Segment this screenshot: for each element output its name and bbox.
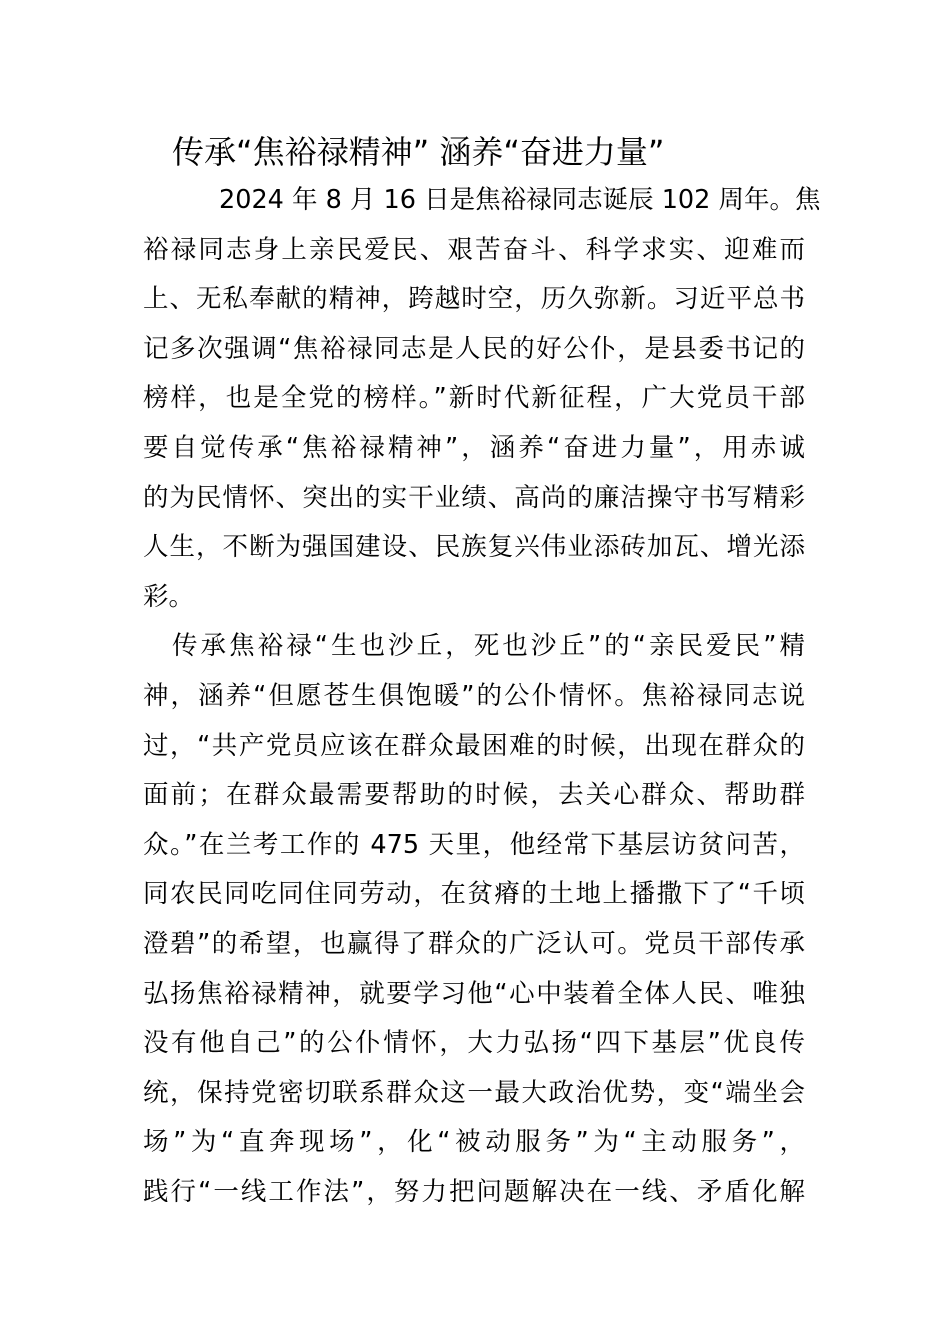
document-body <box>143 176 821 1217</box>
paragraph-line: 众。”在兰考工作的 475 天里，他经常下基层访贫问苦， <box>143 829 805 860</box>
paragraph-line: 澄碧”的希望，也赢得了群众的广泛认可。党员干部传承 <box>143 928 805 959</box>
paragraph-line: 的为民情怀、突出的实干业绩、高尚的廉洁操守书写精彩 <box>143 482 805 513</box>
paragraph-line: 践行“一线工作法”，努力把问题解决在一线、矛盾化解 <box>143 1176 805 1207</box>
paragraph-line: 2024 年 8 月 16 日是焦裕禄同志诞辰 102 周年。焦 <box>219 185 821 215</box>
paragraph-line: 裕禄同志身上亲民爱民、艰苦奋斗、科学求实、迎难而 <box>143 234 805 265</box>
paragraph-line: 记多次强调“焦裕禄同志是人民的好公仆，是县委书记的 <box>143 333 805 364</box>
document-title: 传承“焦裕禄精神” 涵养“奋进力量” <box>172 133 665 171</box>
paragraph-line: 统，保持党密切联系群众这一最大政治优势，变“端坐会 <box>143 1077 805 1108</box>
paragraph-line: 弘扬焦裕禄精神，就要学习他“心中装着全体人民、唯独 <box>143 978 805 1009</box>
paragraph-line: 面前；在群众最需要帮助的时候，去关心群众、帮助群 <box>143 780 805 811</box>
paragraph-line: 人生，不断为强国建设、民族复兴伟业添砖加瓦、增光添 <box>143 532 805 563</box>
paragraph-line: 同农民同吃同住同劳动，在贫瘠的土地上播撒下了“千顷 <box>143 879 805 910</box>
paragraph-2 <box>143 622 805 1217</box>
paragraph-line: 过，“共产党员应该在群众最困难的时候，出现在群众的 <box>143 730 805 761</box>
paragraph-line: 要自觉传承“焦裕禄精神”，涵养“奋进力量”，用赤诚 <box>143 432 805 463</box>
paragraph-line: 彩。 <box>143 581 195 612</box>
paragraph-line: 没有他自己”的公仆情怀，大力弘扬“四下基层”优良传 <box>143 1028 805 1059</box>
paragraph-line: 上、无私奉献的精神，跨越时空，历久弥新。习近平总书 <box>143 284 805 315</box>
paragraph-1 <box>143 176 821 622</box>
paragraph-line: 传承焦裕禄“生也沙丘，死也沙丘”的“亲民爱民”精 <box>172 631 805 662</box>
paragraph-line: 神，涵养“但愿苍生俱饱暖”的公仆情怀。焦裕禄同志说 <box>143 680 805 711</box>
paragraph-line: 场”为“直奔现场”，化“被动服务”为“主动服务”， <box>143 1127 805 1158</box>
paragraph-line: 榜样，也是全党的榜样。”新时代新征程，广大党员干部 <box>143 383 805 414</box>
